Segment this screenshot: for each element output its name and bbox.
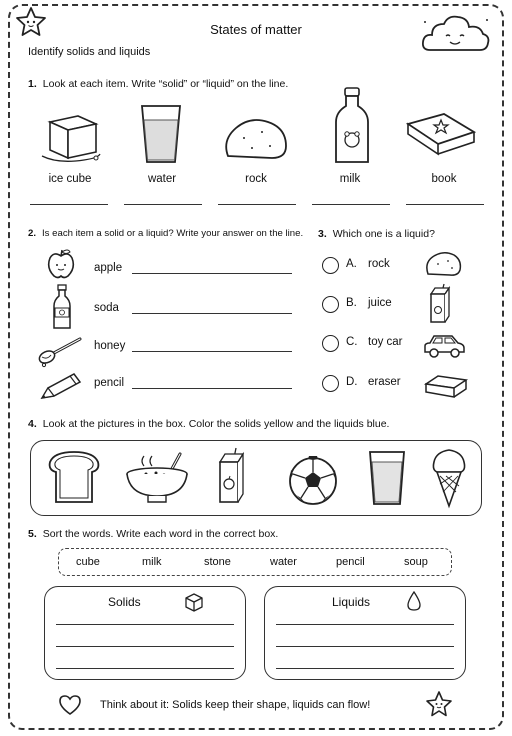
water-glass-icon[interactable] [368, 450, 406, 506]
question-5-number: 5. [28, 528, 37, 540]
word-bank-item[interactable]: pencil [336, 556, 365, 568]
option-d-letter: D. [346, 376, 358, 388]
question-2-number: 2. [28, 228, 37, 239]
question-3-text: Which one is a liquid? [332, 228, 435, 240]
option-b-label: juice [368, 297, 392, 309]
q2-answer-line[interactable] [132, 313, 292, 314]
water-glass-icon [138, 102, 184, 166]
question-3 [318, 228, 435, 240]
option-d-radio[interactable] [322, 375, 339, 392]
book-icon [404, 110, 478, 166]
toy-car-icon [422, 332, 466, 360]
solids-answer-line[interactable] [56, 646, 234, 647]
q1-answer-line[interactable] [406, 204, 484, 205]
word-bank [58, 548, 452, 576]
q2-label-apple: apple [94, 262, 123, 274]
bread-icon[interactable] [48, 450, 100, 506]
q2-label-pencil: pencil [94, 377, 125, 389]
eraser-icon [424, 372, 468, 400]
liquids-box-title: Liquids [332, 595, 371, 609]
option-a-radio[interactable] [322, 257, 339, 274]
q2-label-soda: soda [94, 302, 119, 314]
q1-answer-line[interactable] [30, 204, 108, 205]
question-1-number: 1. [28, 78, 37, 90]
question-3-number: 3. [318, 228, 327, 240]
question-2 [28, 228, 303, 239]
cube-icon [184, 592, 204, 612]
option-c-radio[interactable] [322, 335, 339, 352]
footer-text: Think about it: Solids keep their shape, liquids can flow! [100, 699, 371, 711]
heart-icon [58, 694, 82, 716]
q1-label-book: book [431, 173, 457, 185]
q2-label-honey: honey [94, 340, 126, 352]
q2-answer-line[interactable] [132, 273, 292, 274]
liquids-answer-line[interactable] [276, 624, 454, 625]
rock-icon [222, 116, 290, 162]
solids-box-title: Solids [108, 595, 141, 609]
question-4-text: Look at the pictures in the box. Color the solids yellow and the liquids blue. [42, 418, 390, 430]
star-icon [424, 690, 454, 718]
rock-icon [424, 250, 462, 278]
question-5-text: Sort the words. Write each word in the correct box. [42, 528, 279, 540]
apple-icon [46, 248, 76, 280]
option-a-letter: A. [346, 258, 357, 270]
word-bank-item[interactable]: milk [142, 556, 162, 568]
option-d-label: eraser [368, 376, 401, 388]
solids-box [44, 586, 246, 680]
question-4-number: 4. [28, 418, 37, 430]
question-4 [28, 418, 389, 430]
q1-label-rock: rock [245, 173, 267, 185]
option-c-letter: C. [346, 336, 358, 348]
word-bank-item[interactable]: water [270, 556, 297, 568]
q1-label-water: water [147, 173, 177, 185]
q2-answer-line[interactable] [132, 388, 292, 389]
liquids-answer-line[interactable] [276, 668, 454, 669]
water-drop-icon [406, 590, 422, 612]
milk-bottle-icon [332, 86, 372, 166]
question-2-text: Is each item a solid or a liquid? Write your answer on the line. [42, 228, 304, 239]
word-bank-item[interactable]: cube [76, 556, 100, 568]
q1-answer-line[interactable] [312, 204, 390, 205]
question-5 [28, 528, 278, 540]
ice-cube-icon [38, 108, 104, 166]
word-bank-item[interactable]: stone [204, 556, 231, 568]
pencil-icon [38, 372, 84, 402]
word-bank-item[interactable]: soup [404, 556, 428, 568]
option-b-radio[interactable] [322, 296, 339, 313]
question-1 [28, 78, 288, 90]
solids-answer-line[interactable] [56, 668, 234, 669]
option-a-label: rock [368, 258, 390, 270]
option-b-letter: B. [346, 297, 357, 309]
q2-answer-line[interactable] [132, 351, 292, 352]
question-1-text: Look at each item. Write “solid” or “liquid” on the line. [42, 78, 289, 90]
option-c-label: toy car [368, 336, 403, 348]
q1-answer-line[interactable] [218, 204, 296, 205]
q1-label-milk: milk [339, 173, 361, 185]
juice-carton-icon[interactable] [216, 448, 248, 506]
q1-label-ice-cube: ice cube [48, 173, 92, 185]
soda-bottle-icon [52, 284, 72, 330]
soup-bowl-icon[interactable] [124, 452, 190, 504]
page-subtitle: Identify solids and liquids [28, 46, 151, 58]
soccer-ball-icon[interactable] [288, 456, 338, 506]
honey-spoon-icon [38, 336, 84, 368]
liquids-answer-line[interactable] [276, 646, 454, 647]
ice-cream-icon[interactable] [432, 448, 466, 508]
solids-answer-line[interactable] [56, 624, 234, 625]
page-title: States of matter [210, 22, 302, 37]
q1-answer-line[interactable] [124, 204, 202, 205]
juice-box-icon [428, 284, 452, 324]
